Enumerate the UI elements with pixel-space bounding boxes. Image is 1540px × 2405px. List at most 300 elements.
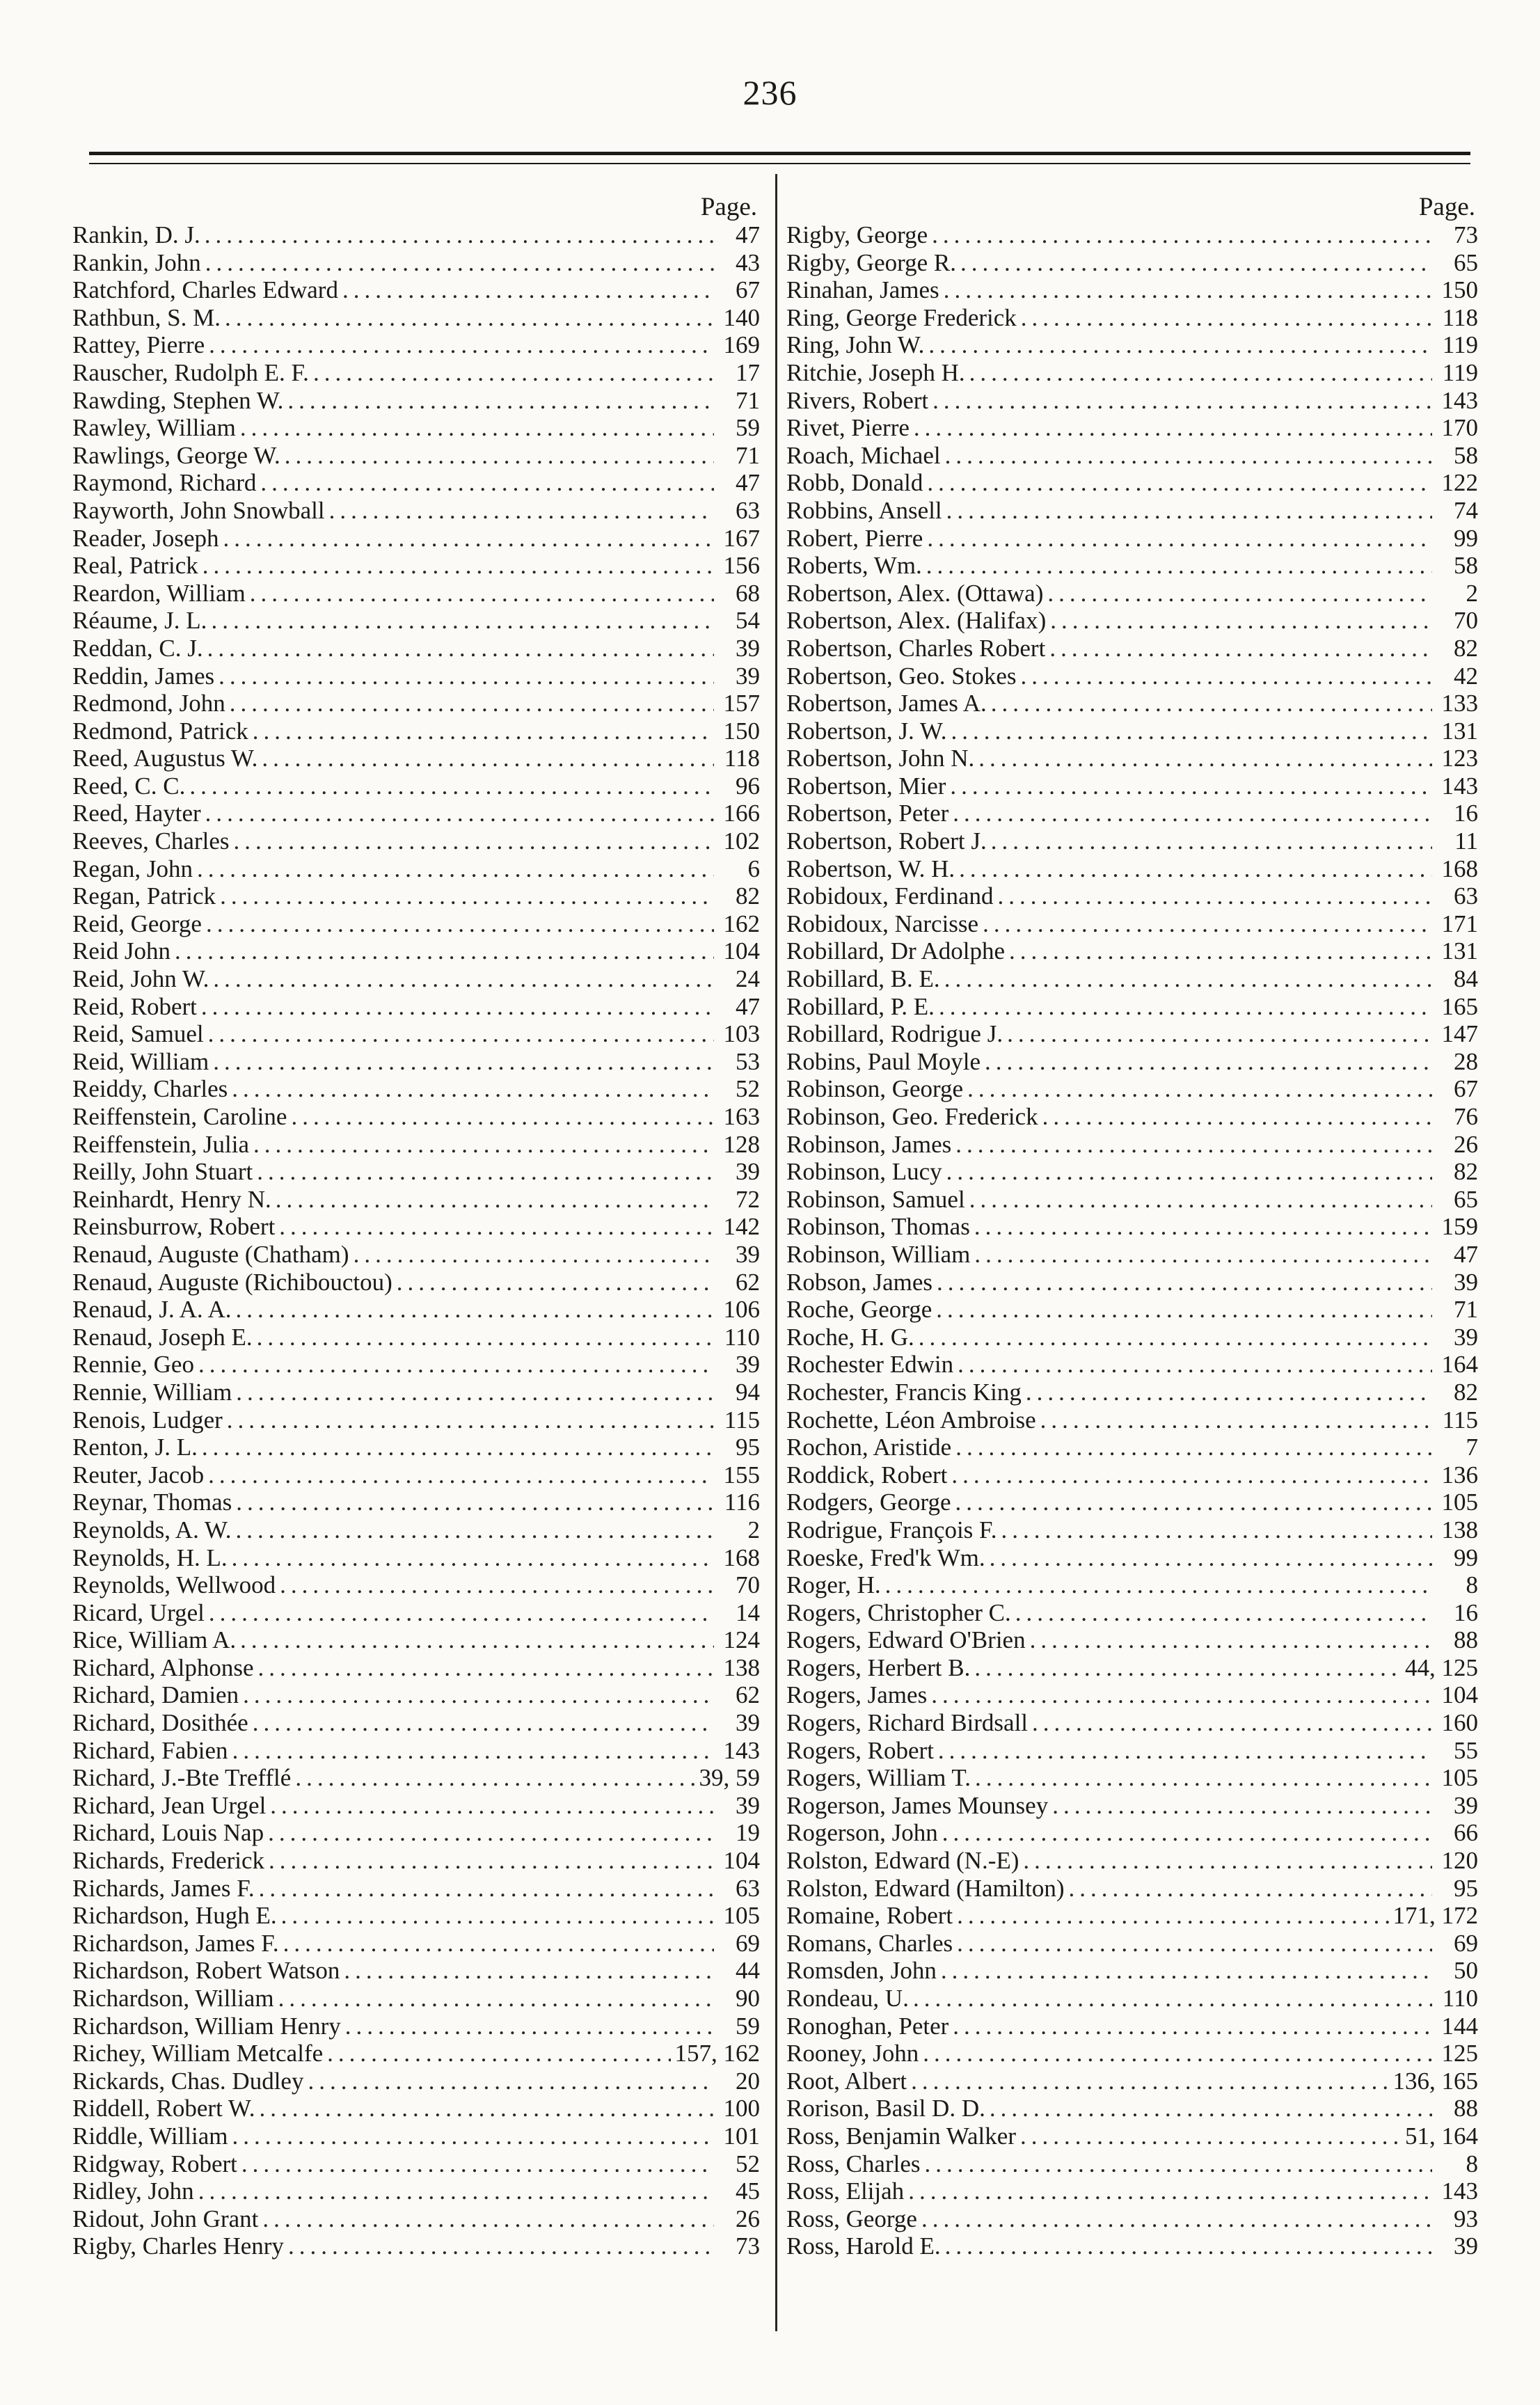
dot-leader	[913, 1985, 1432, 2013]
entry-page-number: 119	[1442, 358, 1478, 386]
dot-leader	[927, 469, 1432, 497]
entry-name: Rennie, Geo	[72, 1351, 194, 1379]
entry-page-number: 39	[1454, 2232, 1478, 2260]
dot-leader	[1021, 662, 1432, 690]
entry-page-number: 118	[1442, 303, 1478, 331]
dot-leader	[259, 1875, 714, 1903]
entry-name: Reddin, James	[72, 662, 215, 690]
entry-name: Ross, Charles	[786, 2150, 921, 2177]
entry-name: Reilly, John Stuart	[72, 1158, 253, 1186]
dot-leader	[232, 1737, 714, 1765]
index-entry	[72, 469, 763, 497]
entry-name: Redmond, Patrick	[72, 717, 248, 745]
index-entry	[72, 1324, 763, 1351]
entry-name: Ronoghan, Peter	[786, 2012, 949, 2040]
entry-name: Rochester, Francis King	[786, 1378, 1022, 1406]
dot-leader	[925, 2150, 1433, 2178]
entry-name: Richardson, Robert Watson	[72, 1957, 340, 1985]
index-entry	[786, 1792, 1481, 1820]
entry-page-number: 63	[1454, 882, 1478, 910]
dot-leader	[397, 1269, 714, 1296]
dot-leader	[923, 2040, 1432, 2067]
dot-leader	[257, 1158, 714, 1186]
dot-leader	[205, 800, 714, 827]
column-divider	[775, 174, 777, 2331]
index-entry	[786, 2013, 1481, 2040]
index-entry	[72, 1075, 763, 1103]
index-entry	[72, 1957, 763, 1985]
dot-leader	[205, 249, 714, 277]
entry-name: Robertson, Alex. (Halifax)	[786, 607, 1047, 635]
index-entry	[786, 1930, 1481, 1958]
dot-leader	[991, 690, 1432, 717]
entry-page-number: 166	[723, 800, 760, 827]
dot-leader	[926, 552, 1432, 580]
dot-leader	[1050, 607, 1432, 635]
dot-leader	[914, 414, 1432, 442]
entry-name: Robinson, Lucy	[786, 1158, 942, 1186]
entry-name: Rooney, John	[786, 2040, 919, 2067]
entry-page-number: 45	[736, 2177, 760, 2205]
entry-page-number: 39	[736, 1351, 760, 1379]
entry-name: Rogerson, John	[786, 1819, 938, 1847]
dot-leader	[928, 331, 1432, 359]
entry-name: Riddell, Robert W.	[72, 2095, 255, 2122]
dot-leader	[232, 2122, 714, 2150]
dot-leader	[288, 2232, 714, 2260]
entry-page-number: 39	[736, 634, 760, 662]
index-entry	[72, 552, 763, 580]
index-entry	[786, 937, 1481, 965]
entry-name: Reuter, Jacob	[72, 1461, 205, 1489]
entry-name: Reynolds, Wellwood	[72, 1571, 276, 1599]
entry-page-number: 99	[1454, 1543, 1478, 1571]
entry-page-number: 11	[1454, 827, 1478, 855]
index-entry	[786, 1875, 1481, 1903]
entry-page-number: 104	[1441, 1681, 1478, 1709]
entry-page-number: 171, 172	[1392, 1902, 1478, 1930]
index-entry	[786, 745, 1481, 772]
entry-name: Reeves, Charles	[72, 827, 230, 855]
entry-page-number: 100	[723, 2095, 760, 2122]
entry-name: Robertson, W. H.	[786, 855, 955, 882]
entry-page-number: 105	[1441, 1489, 1478, 1516]
entry-name: Real, Patrick	[72, 552, 198, 580]
dot-leader	[974, 1241, 1432, 1269]
index-entry	[72, 662, 763, 690]
entry-page-number: 66	[1454, 1819, 1478, 1847]
index-entry	[786, 2205, 1481, 2233]
dot-leader	[205, 221, 714, 249]
dot-leader	[260, 2095, 715, 2122]
index-entry	[786, 1213, 1481, 1241]
entry-page-number: 110	[724, 1323, 760, 1351]
entry-name: Reiffenstein, Julia	[72, 1130, 250, 1158]
entry-name: Ross, George	[786, 2205, 917, 2232]
dot-leader	[975, 1764, 1432, 1792]
index-entry	[786, 442, 1481, 470]
entry-page-number: 42	[1454, 662, 1478, 690]
entry-name: Ross, Elijah	[786, 2177, 905, 2205]
entry-name: Reinsburrow, Robert	[72, 1213, 276, 1241]
entry-page-number: 93	[1454, 2205, 1478, 2232]
dot-leader	[921, 2205, 1432, 2233]
dot-leader	[957, 1902, 1388, 1930]
entry-name: Robinson, Thomas	[786, 1213, 970, 1241]
right-column-header: Page.	[1418, 193, 1475, 221]
entry-page-number: 39	[736, 1158, 760, 1186]
entry-page-number: 67	[1454, 1075, 1478, 1103]
index-entry	[72, 937, 763, 965]
index-entry	[72, 2232, 763, 2260]
entry-name: Regan, Patrick	[72, 882, 216, 910]
entry-page-number: 95	[736, 1434, 760, 1461]
dot-leader	[1032, 1709, 1432, 1737]
entry-page-number: 51, 164	[1405, 2122, 1478, 2150]
index-entry	[786, 1571, 1481, 1599]
entry-page-number: 105	[723, 1902, 760, 1930]
entry-page-number: 47	[736, 469, 760, 497]
index-entry	[72, 745, 763, 772]
dot-leader	[236, 1489, 714, 1516]
entry-name: Rogers, Robert	[786, 1736, 934, 1764]
dot-leader	[942, 1819, 1432, 1847]
dot-leader	[944, 276, 1432, 304]
dot-leader	[1026, 1379, 1432, 1406]
dot-leader	[281, 1902, 714, 1930]
index-entry	[786, 1434, 1481, 1461]
header-rule-thin	[89, 163, 1470, 164]
entry-name: Roach, Michael	[786, 441, 941, 469]
index-entry	[72, 1434, 763, 1461]
entry-name: Roddick, Robert	[786, 1461, 948, 1489]
dot-leader	[240, 1626, 714, 1654]
entry-name: Ridley, John	[72, 2177, 194, 2205]
entry-name: Redmond, John	[72, 690, 225, 717]
dot-leader	[974, 1654, 1401, 1682]
index-entry	[72, 1241, 763, 1269]
index-entry	[72, 2177, 763, 2205]
entry-name: Rogers, Edward O'Brien	[786, 1626, 1026, 1654]
dot-leader	[955, 1489, 1432, 1516]
entry-page-number: 128	[723, 1130, 760, 1158]
index-entry	[786, 1351, 1481, 1379]
entry-page-number: 168	[1441, 855, 1478, 882]
dot-leader	[967, 1075, 1432, 1103]
entry-page-number: 144	[1441, 2012, 1478, 2040]
dot-leader	[885, 1571, 1432, 1599]
entry-name: Riddle, William	[72, 2122, 228, 2150]
dot-leader	[983, 910, 1432, 938]
dot-leader	[269, 1847, 714, 1875]
index-entry	[786, 221, 1481, 249]
index-entry	[72, 2095, 763, 2122]
entry-name: Robertson, John N.	[786, 745, 975, 772]
entry-page-number: 39	[736, 1709, 760, 1737]
entry-name: Richard, Damien	[72, 1681, 239, 1709]
entry-name: Reynolds, A. W.	[72, 1516, 232, 1543]
index-entry	[786, 2150, 1481, 2178]
dot-leader	[240, 414, 714, 442]
index-entry	[786, 1324, 1481, 1351]
left-column	[72, 193, 763, 2260]
entry-page-number: 157, 162	[674, 2040, 760, 2067]
dot-leader	[969, 359, 1432, 387]
dot-leader	[958, 1351, 1432, 1379]
index-entry	[786, 2067, 1481, 2095]
dot-leader	[232, 1075, 714, 1103]
index-entry	[72, 635, 763, 662]
entry-name: Rivers, Robert	[786, 386, 929, 414]
index-entry	[786, 469, 1481, 497]
entry-page-number: 88	[1454, 1626, 1478, 1654]
index-entry	[786, 717, 1481, 745]
index-entry	[72, 1020, 763, 1048]
dot-leader	[213, 965, 714, 993]
index-entry	[786, 1296, 1481, 1324]
dot-leader	[241, 2150, 714, 2178]
entry-page-number: 70	[1454, 607, 1478, 635]
index-entry	[786, 1957, 1481, 1985]
index-entry	[72, 414, 763, 442]
dot-leader	[1049, 635, 1432, 662]
index-entry	[72, 1709, 763, 1737]
entry-page-number: 102	[723, 827, 760, 855]
entry-page-number: 52	[736, 1075, 760, 1103]
entry-name: Reiddy, Charles	[72, 1075, 228, 1103]
entry-name: Richard, Alphonse	[72, 1653, 254, 1681]
dot-leader	[270, 1792, 714, 1820]
dot-leader	[276, 1186, 714, 1214]
entry-name: Romaine, Robert	[786, 1902, 953, 1930]
index-entry	[72, 1351, 763, 1379]
entry-name: Robertson, J. W.	[786, 717, 947, 745]
entry-name: Renaud, Joseph E.	[72, 1323, 253, 1351]
index-entry	[786, 1709, 1481, 1737]
dot-leader	[235, 1296, 714, 1324]
index-entry	[786, 772, 1481, 800]
index-entry	[72, 1103, 763, 1131]
entry-name: Richard, J.-Bte Trefflé	[72, 1764, 292, 1792]
index-entry	[72, 1681, 763, 1709]
index-entry	[786, 965, 1481, 993]
index-entry	[786, 1489, 1481, 1516]
entry-page-number: 143	[1441, 772, 1478, 800]
dot-leader	[919, 1324, 1432, 1351]
entry-page-number: 63	[736, 1874, 760, 1902]
entry-name: Robillard, B. E.	[786, 965, 940, 993]
entry-name: Réaume, J. L.	[72, 607, 207, 635]
entry-page-number: 143	[723, 1736, 760, 1764]
dot-leader	[268, 1819, 714, 1847]
entry-name: Rondeau, U.	[786, 1985, 909, 2012]
dot-leader	[278, 1985, 714, 2013]
entry-name: Reid, John W.	[72, 965, 209, 993]
entry-name: Robertson, Charles Robert	[786, 634, 1046, 662]
dot-leader	[287, 387, 714, 415]
entry-name: Rochette, Léon Ambroise	[786, 1406, 1036, 1434]
index-entry	[72, 331, 763, 359]
dot-leader	[985, 1048, 1432, 1076]
index-entry	[786, 1847, 1481, 1875]
index-entry	[72, 855, 763, 883]
index-entry	[786, 580, 1481, 608]
entry-page-number: 140	[723, 303, 760, 331]
dot-leader	[257, 1324, 714, 1351]
index-entry	[72, 1599, 763, 1627]
entry-name: Rolston, Edward (N.-E)	[786, 1847, 1019, 1875]
entry-name: Romsden, John	[786, 1957, 937, 1985]
entry-page-number: 88	[1454, 2095, 1478, 2122]
dot-leader	[1001, 1516, 1432, 1544]
entry-name: Richard, Louis Nap	[72, 1819, 264, 1847]
dot-leader	[208, 1020, 714, 1048]
entry-name: Rigby, Charles Henry	[72, 2232, 284, 2260]
entry-page-number: 96	[736, 772, 760, 800]
dot-leader	[295, 1764, 694, 1792]
index-entry	[72, 304, 763, 332]
entry-page-number: 8	[1466, 2150, 1478, 2177]
entry-page-number: 71	[736, 386, 760, 414]
index-entry	[786, 1654, 1481, 1682]
entry-name: Root, Albert	[786, 2067, 907, 2095]
entry-page-number: 122	[1441, 469, 1478, 497]
index-entry	[786, 1158, 1481, 1186]
entry-page-number: 95	[1454, 1874, 1478, 1902]
index-entry	[786, 690, 1481, 717]
entry-page-number: 70	[736, 1571, 760, 1599]
index-entry	[72, 1213, 763, 1241]
index-entry	[786, 1599, 1481, 1627]
entry-name: Robinson, George	[786, 1075, 964, 1103]
entry-name: Rickards, Chas. Dudley	[72, 2067, 304, 2095]
entry-name: Reid John	[72, 937, 170, 965]
entry-page-number: 82	[1454, 634, 1478, 662]
entry-page-number: 55	[1454, 1736, 1478, 1764]
entry-page-number: 44, 125	[1405, 1653, 1478, 1681]
entry-name: Richey, William Metcalfe	[72, 2040, 324, 2067]
entry-name: Rogers, James	[786, 1681, 928, 1709]
dot-leader	[262, 2205, 714, 2233]
index-entry	[72, 1296, 763, 1324]
index-entry	[72, 1379, 763, 1406]
entry-name: Reardon, William	[72, 579, 246, 607]
entry-name: Rankin, D. J.	[72, 221, 200, 248]
entry-name: Rayworth, John Snowball	[72, 496, 325, 524]
index-entry	[786, 1544, 1481, 1572]
entry-name: Richardson, William	[72, 1985, 274, 2012]
dot-leader	[250, 580, 714, 608]
dot-leader	[175, 937, 714, 965]
entry-page-number: 143	[1441, 386, 1478, 414]
dot-leader	[253, 717, 714, 745]
index-entry	[72, 1985, 763, 2013]
dot-leader	[213, 1048, 714, 1076]
entry-page-number: 147	[1441, 1020, 1478, 1048]
entry-page-number: 59	[736, 2012, 760, 2040]
dot-leader	[198, 2177, 714, 2205]
dot-leader	[945, 2232, 1432, 2260]
index-entry	[786, 662, 1481, 690]
entry-page-number: 63	[736, 496, 760, 524]
entry-name: Reid, Robert	[72, 992, 197, 1020]
dot-leader	[937, 1269, 1432, 1296]
index-entry	[72, 1461, 763, 1489]
dot-leader	[236, 1516, 714, 1544]
index-entry	[72, 1875, 763, 1903]
entry-page-number: 165	[1441, 992, 1478, 1020]
entry-page-number: 39	[736, 1791, 760, 1819]
entry-page-number: 67	[736, 276, 760, 304]
dot-leader	[969, 1186, 1432, 1214]
index-entry	[786, 1406, 1481, 1434]
entry-name: Rennie, William	[72, 1378, 232, 1406]
index-entry	[72, 607, 763, 635]
entry-name: Reynar, Thomas	[72, 1489, 232, 1516]
entry-name: Robertson, Alex. (Ottawa)	[786, 579, 1044, 607]
entry-name: Ring, George Frederick	[786, 303, 1017, 331]
index-entry	[786, 497, 1481, 525]
index-entry	[786, 1681, 1481, 1709]
index-entry	[72, 359, 763, 387]
entry-name: Reid, George	[72, 910, 202, 937]
index-entry	[72, 2205, 763, 2233]
entry-name: Rigby, George R.	[786, 248, 957, 276]
index-entry	[786, 1075, 1481, 1103]
index-entry	[72, 1131, 763, 1159]
dot-leader	[243, 1681, 714, 1709]
entry-page-number: 115	[1442, 1406, 1478, 1434]
index-entry	[786, 276, 1481, 304]
dot-leader	[936, 1296, 1432, 1324]
dot-leader	[219, 662, 714, 690]
entry-name: Reed, C. C.	[72, 772, 186, 800]
entry-page-number: 119	[1442, 331, 1478, 359]
index-entry	[786, 882, 1481, 910]
index-entry	[786, 414, 1481, 442]
entry-name: Richardson, William Henry	[72, 2012, 341, 2040]
entry-name: Richards, James F.	[72, 1874, 255, 1902]
index-entry	[72, 1792, 763, 1820]
index-entry	[72, 1902, 763, 1930]
entry-page-number: 123	[1441, 745, 1478, 772]
entry-name: Robb, Donald	[786, 469, 923, 497]
entry-page-number: 131	[1441, 717, 1478, 745]
dot-leader	[951, 717, 1432, 745]
index-entry	[72, 827, 763, 855]
index-entry	[786, 249, 1481, 277]
entry-page-number: 156	[723, 552, 760, 580]
index-entry	[786, 1269, 1481, 1296]
index-entry	[786, 607, 1481, 635]
dot-leader	[941, 1957, 1432, 1985]
entry-page-number: 82	[736, 882, 760, 910]
entry-page-number: 7	[1466, 1434, 1478, 1461]
index-entry	[72, 1847, 763, 1875]
entry-name: Ratchford, Charles Edward	[72, 276, 338, 304]
entry-page-number: 50	[1454, 1957, 1478, 1985]
dot-leader	[946, 497, 1432, 525]
entry-page-number: 74	[1454, 496, 1478, 524]
entry-page-number: 53	[736, 1047, 760, 1075]
index-entry	[786, 525, 1481, 553]
entry-page-number: 162	[723, 910, 760, 937]
index-entry	[786, 1379, 1481, 1406]
entry-page-number: 39	[736, 1240, 760, 1268]
index-entry	[786, 1048, 1481, 1076]
dot-leader	[953, 2013, 1432, 2040]
entry-name: Renois, Ludger	[72, 1406, 223, 1434]
